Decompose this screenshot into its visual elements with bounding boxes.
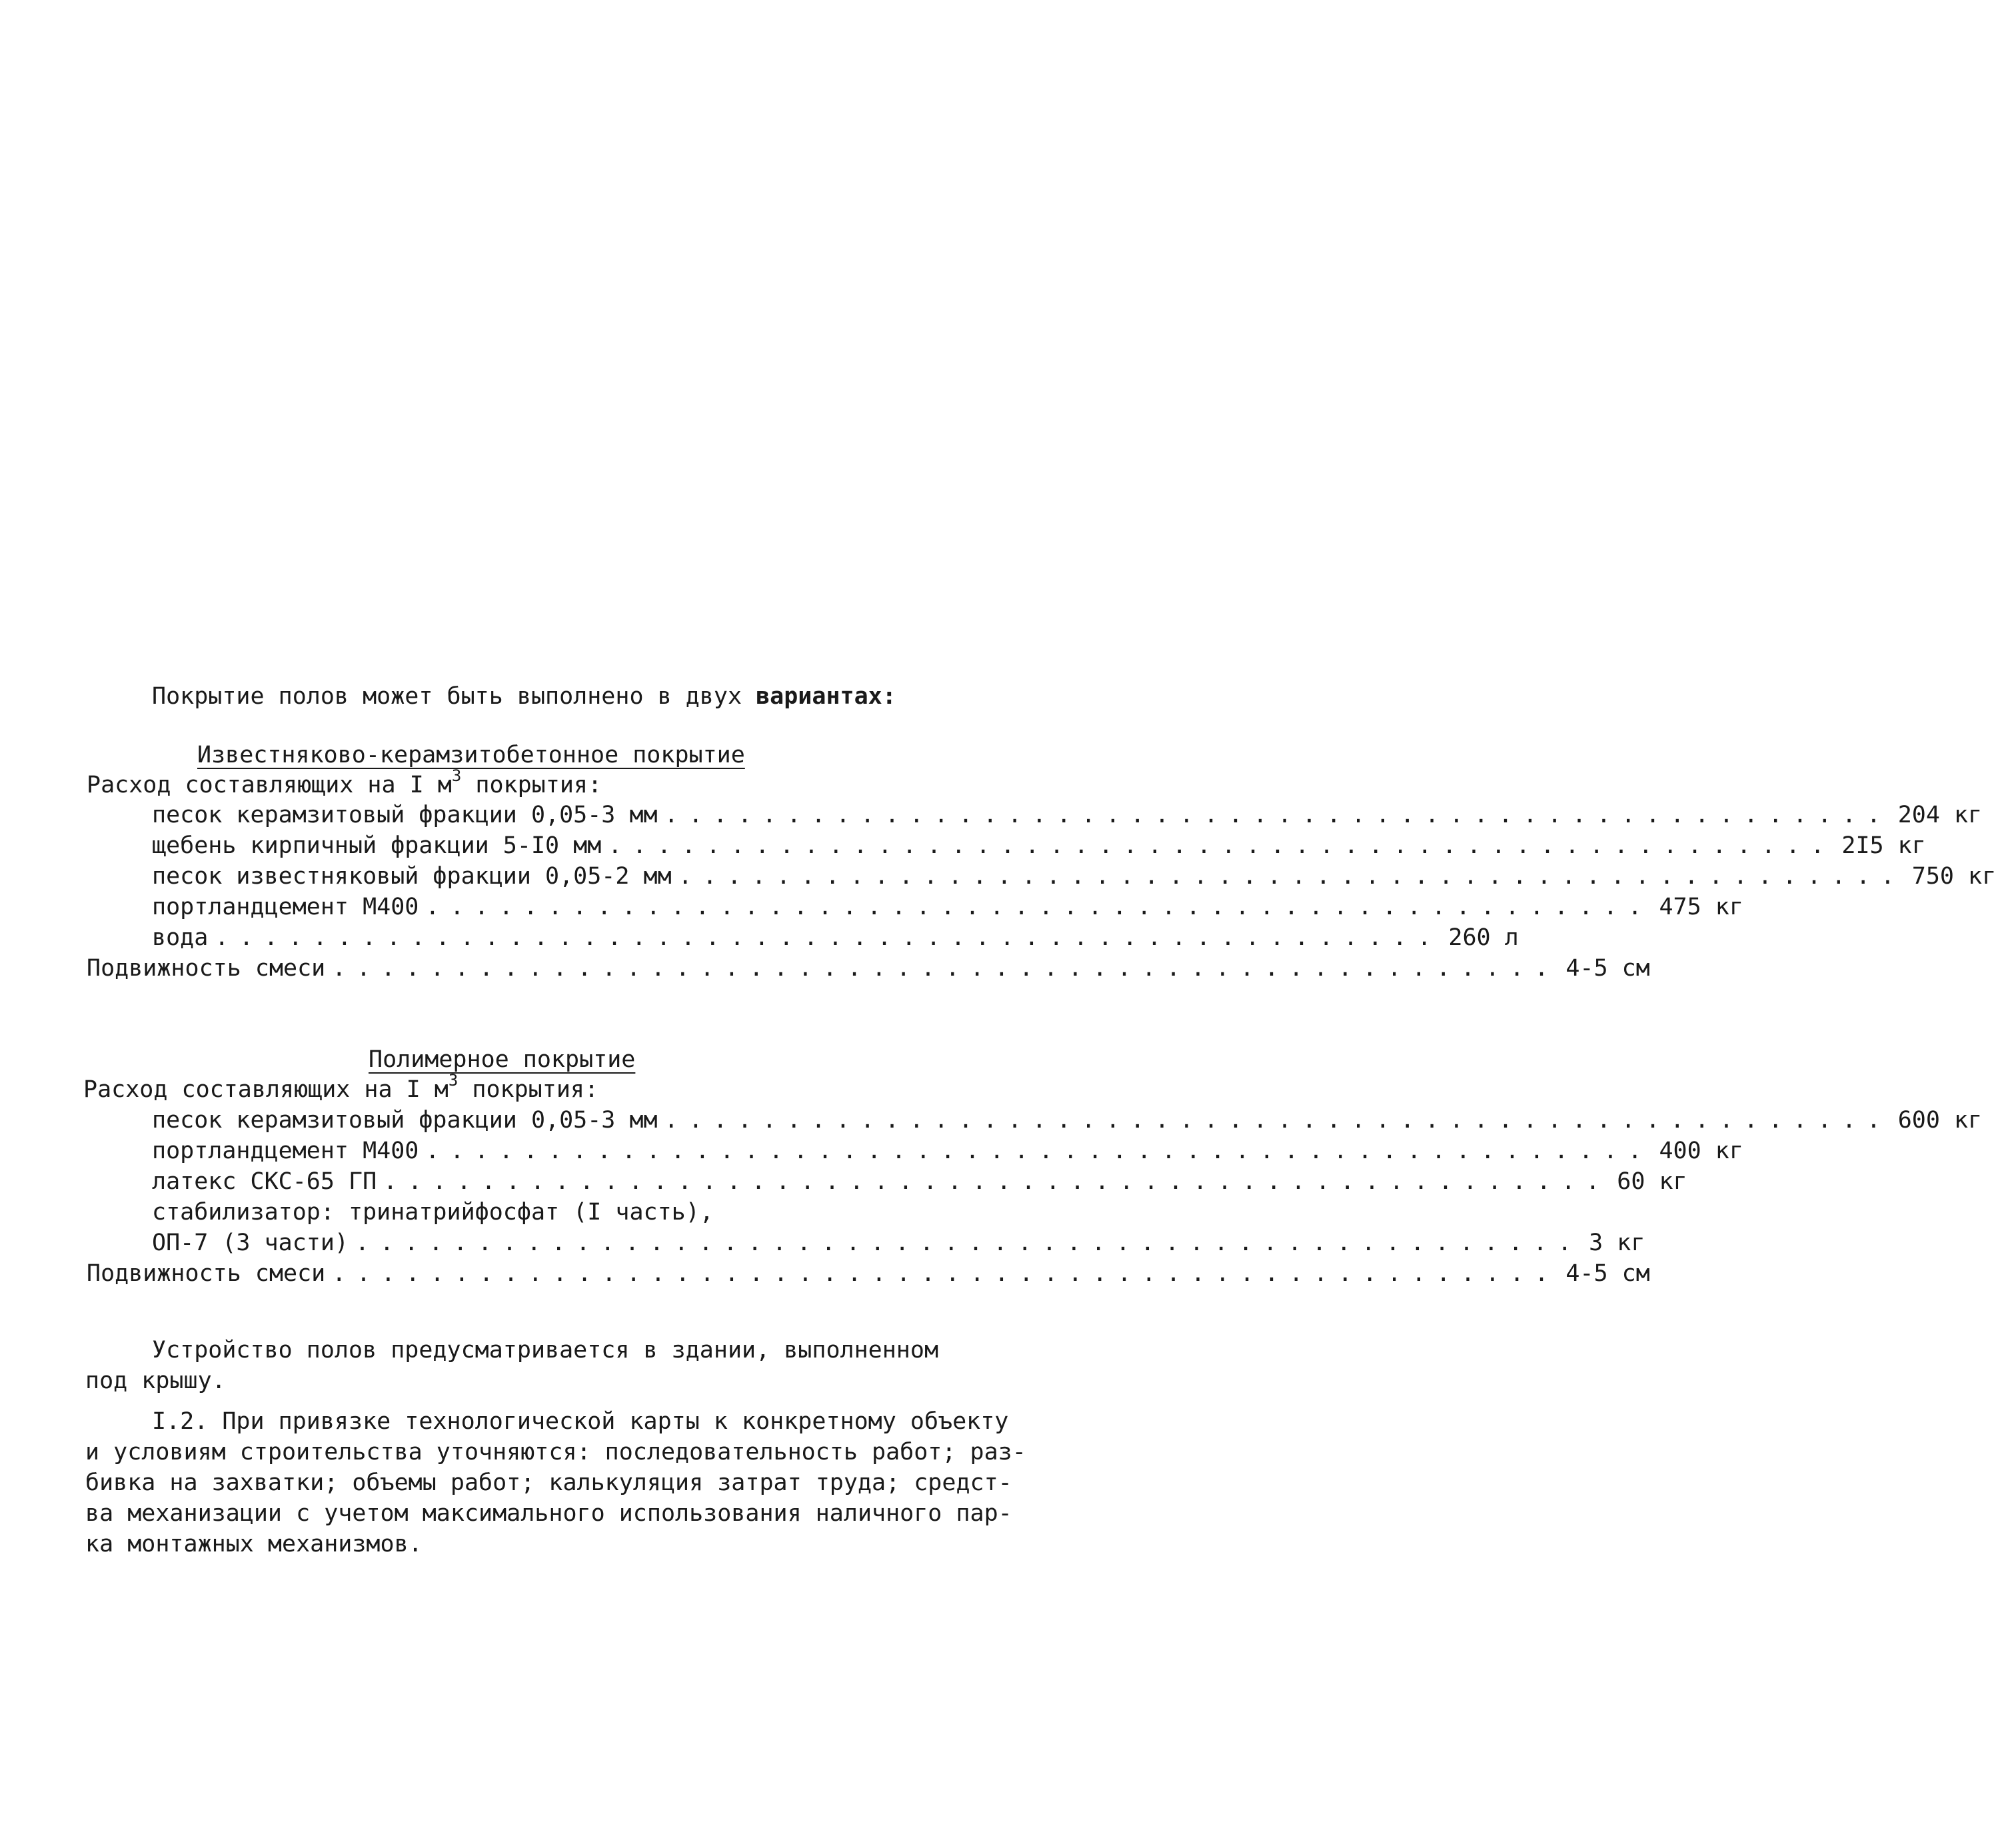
variant2-item-value: 400 кг (1659, 1138, 1743, 1164)
variant2-consumption-line (83, 1071, 599, 1105)
variant1-item-row (152, 800, 1983, 830)
variant1-item-value: 204 кг (1897, 802, 1983, 828)
dot-leader: .................................................. (425, 1138, 1653, 1164)
dot-leader: .................................................. (664, 1107, 1891, 1134)
variant2-op7-row (152, 1228, 1645, 1258)
variant2-op7-label: ОП-7 (3 части) (152, 1230, 349, 1256)
variant2-item-label: песок керамзитовый фракции 0,05-3 мм (152, 1107, 658, 1134)
variant1-consumption-prefix: Расход составляющих на I м (87, 772, 452, 798)
intro-text: Покрытие полов может быть выполнено в двух (152, 683, 756, 710)
variant1-item-label: вода (152, 924, 209, 951)
intro-emphasis: вариантах: (756, 683, 896, 710)
variant1-consumption-sup: 3 (451, 766, 462, 786)
variant1-item-label: песок керамзитовый фракции 0,05-3 мм (152, 802, 658, 828)
intro-line (152, 681, 896, 712)
section-1-2-line: бивка на захватки; объемы работ; калькуляция затрат труда; средст- (85, 1469, 1012, 1496)
variant1-item-row (152, 830, 1926, 861)
variant2-stabilizer-line: стабилизатор: тринатрийфосфат (I часть), (152, 1199, 714, 1226)
variant2-consumption-prefix: Расход составляющих на I м (83, 1076, 449, 1103)
variant1-item-label: песок известняковый фракции 0,05-2 мм (152, 863, 672, 890)
variant2-item-value: 60 кг (1617, 1168, 1687, 1195)
variant2-consumption-suffix: покрытия: (458, 1076, 599, 1103)
dot-leader: .................................................. (215, 924, 1442, 951)
variant1-item-row (152, 922, 1519, 953)
dot-leader: .................................................. (332, 1260, 1559, 1287)
variant2-item-label: портландцемент М400 (152, 1138, 419, 1164)
variant2-item-value: 600 кг (1897, 1107, 1983, 1134)
variant2-item-label: латекс СКС-65 ГП (152, 1168, 377, 1195)
variant2-item-row (152, 1136, 1743, 1166)
variant1-item-value: 2I5 кг (1841, 832, 1926, 859)
variant2-consumption-sup: 3 (448, 1071, 459, 1090)
variant1-mobility-row (87, 953, 1650, 984)
variant2-item-row (152, 1105, 1983, 1136)
variant2-mobility-row (87, 1258, 1650, 1289)
dot-leader: .................................................. (678, 863, 1905, 890)
variant1-item-value: 750 кг (1911, 863, 1996, 890)
variant1-consumption-suffix: покрытия: (461, 772, 602, 798)
note-line: Устройство полов предусматривается в здании, выполненном (152, 1337, 939, 1364)
dot-leader: .................................................. (664, 802, 1891, 828)
section-1-2-line: и условиям строительства уточняются: последовательность работ; раз- (85, 1439, 1026, 1465)
variant1-item-row (152, 861, 1996, 892)
variant1-mobility-value: 4-5 см (1565, 955, 1650, 982)
variant2-title: Полимерное покрытие (369, 1046, 636, 1073)
section-1-2-line: ка монтажных механизмов. (85, 1531, 423, 1557)
variant2-mobility-value: 4-5 см (1565, 1260, 1650, 1287)
variant2-mobility-label: Подвижность смеси (87, 1260, 326, 1287)
dot-leader: .................................................. (425, 894, 1653, 920)
section-1-2-line: I.2. При привязке технологической карты к конкретному объекту (152, 1408, 1009, 1435)
dot-leader: .................................................. (332, 955, 1559, 982)
variant1-item-value: 475 кг (1659, 894, 1743, 920)
variant1-item-value: 260 л (1448, 924, 1519, 951)
variant1-mobility-label: Подвижность смеси (87, 955, 326, 982)
variant1-title: Известняково-керамзитобетонное покрытие (197, 742, 745, 768)
dot-leader: .................................................. (608, 832, 1835, 859)
variant2-item-row (152, 1166, 1687, 1197)
dot-leader: .................................................. (355, 1230, 1583, 1256)
section-1-2-line: ва механизации с учетом максимального использования наличного пар- (85, 1500, 1012, 1527)
variant2-op7-value: 3 кг (1589, 1230, 1645, 1256)
variant1-consumption-line (87, 766, 602, 800)
variant1-item-label: портландцемент М400 (152, 894, 419, 920)
variant1-item-row (152, 892, 1743, 922)
variant1-item-label: щебень кирпичный фракции 5-I0 мм (152, 832, 602, 859)
note-line: под крышу. (85, 1368, 226, 1394)
dot-leader: .................................................. (383, 1168, 1611, 1195)
